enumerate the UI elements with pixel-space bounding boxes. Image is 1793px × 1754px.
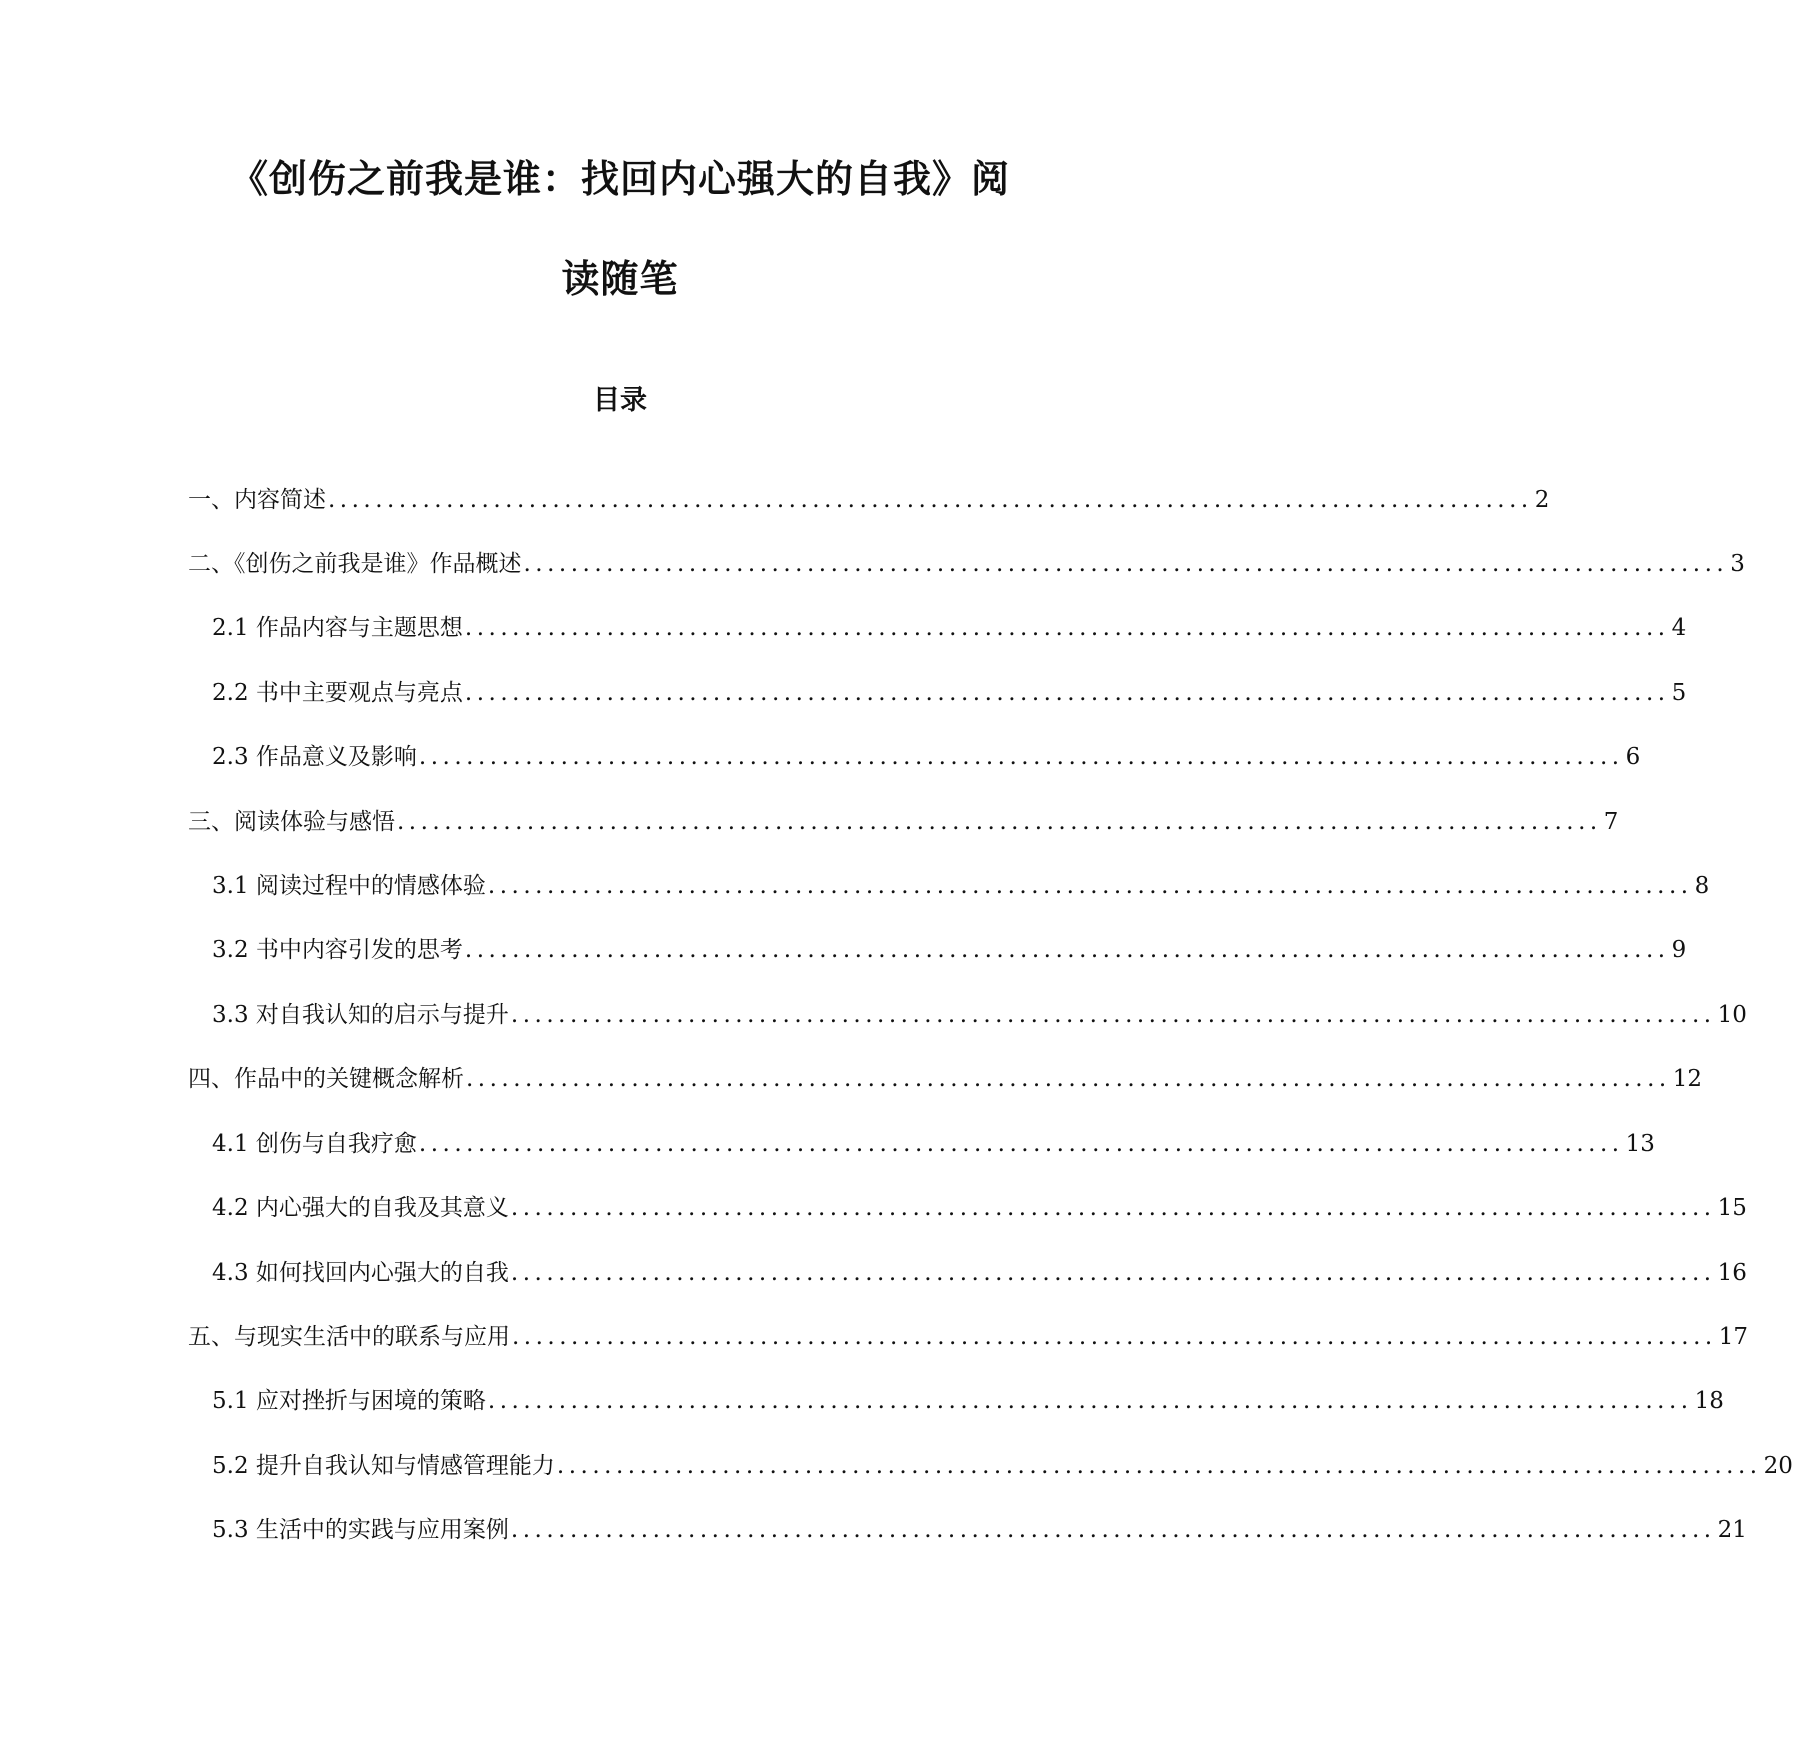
toc-entry-page: 16 (1717, 1260, 1747, 1286)
toc-leader-dots: ...................................................................................................... (418, 1131, 1624, 1157)
toc-leader-dots: ...................................................................................................... (464, 615, 1670, 641)
toc-entry-text: 一、内容简述 (188, 487, 326, 513)
toc-entry-text: 4.3 如何找回内心强大的自我 (212, 1260, 509, 1286)
toc-leader-dots: ...................................................................................................... (510, 1517, 1716, 1543)
toc-entry-text: 4.1 创伤与自我疗愈 (212, 1131, 417, 1157)
toc-entry-text: 3.2 书中内容引发的思考 (212, 937, 463, 963)
toc-entry-page: 2 (1534, 487, 1550, 513)
toc-entry[interactable] (212, 1000, 1747, 1030)
toc-entry-page: 4 (1671, 615, 1687, 641)
toc-entry-page: 20 (1763, 1453, 1793, 1479)
toc-leader-dots: ...................................................................................................... (512, 1324, 1717, 1350)
toc-entry[interactable] (212, 678, 1687, 708)
toc-entry-page: 6 (1625, 744, 1641, 770)
toc-entry-page: 15 (1717, 1195, 1747, 1221)
toc-entry-text: 4.2 内心强大的自我及其意义 (212, 1195, 509, 1221)
toc-entry[interactable] (212, 742, 1641, 772)
toc-entry[interactable] (212, 935, 1687, 965)
toc-leader-dots: ...................................................................................................... (523, 551, 1729, 577)
toc-entry-page: 3 (1730, 551, 1745, 577)
toc-entry[interactable] (188, 1064, 1703, 1094)
toc-leader-dots: ...................................................................................................... (397, 809, 1602, 835)
toc-leader-dots: ...................................................................................................... (510, 1260, 1716, 1286)
toc-entry[interactable] (212, 1515, 1747, 1545)
toc-entry-text: 5.1 应对挫折与困境的策略 (212, 1388, 486, 1414)
toc-entry[interactable] (188, 549, 1745, 579)
toc-entry-page: 13 (1625, 1131, 1655, 1157)
toc-entry-page: 10 (1717, 1002, 1747, 1028)
toc-entry-page: 7 (1603, 809, 1619, 835)
document-title-line-1: 《创伤之前我是谁：找回内心强大的自我》阅 (229, 156, 1010, 201)
toc-entry-text: 2.2 书中主要观点与亮点 (212, 680, 463, 706)
toc-leader-dots: ...................................................................................................... (510, 1195, 1716, 1221)
toc-entry-text: 2.3 作品意义及影响 (212, 744, 417, 770)
toc-entry-page: 17 (1718, 1324, 1749, 1350)
toc-entry[interactable] (212, 1193, 1747, 1223)
toc-leader-dots: ...................................................................................................... (466, 1066, 1671, 1092)
toc-entry-text: 二、《创伤之前我是谁》作品概述 (188, 551, 522, 577)
toc-entry-page: 12 (1672, 1066, 1703, 1092)
toc-entry-text: 五、与现实生活中的联系与应用 (188, 1324, 510, 1350)
toc-leader-dots: ...................................................................................................... (510, 1002, 1716, 1028)
toc-entry[interactable] (212, 1129, 1655, 1159)
toc-entry[interactable] (212, 1386, 1724, 1416)
toc-entry[interactable] (212, 1258, 1747, 1288)
toc-entry-text: 5.2 提升自我认知与情感管理能力 (212, 1453, 555, 1479)
toc-heading: 目录 (593, 385, 647, 416)
toc-leader-dots: ...................................................................................................... (487, 1388, 1693, 1414)
toc-leader-dots: ...................................................................................................... (418, 744, 1624, 770)
document-title-line-2: 读随笔 (561, 256, 679, 301)
toc-entry-text: 5.3 生活中的实践与应用案例 (212, 1517, 509, 1543)
toc-entry[interactable] (188, 807, 1619, 837)
toc-entry-text: 3.1 阅读过程中的情感体验 (212, 873, 486, 899)
toc-entry-text: 2.1 作品内容与主题思想 (212, 615, 463, 641)
toc-entry[interactable] (212, 1451, 1793, 1481)
toc-entry[interactable] (188, 1322, 1749, 1352)
toc-entry-text: 3.3 对自我认知的启示与提升 (212, 1002, 509, 1028)
toc-entry-text: 四、作品中的关键概念解析 (188, 1066, 464, 1092)
toc-entry-text: 三、阅读体验与感悟 (188, 809, 395, 835)
toc-leader-dots: ...................................................................................................... (464, 937, 1670, 963)
toc-entry[interactable] (212, 613, 1687, 643)
toc-entry[interactable] (212, 871, 1710, 901)
toc-entry-page: 9 (1671, 937, 1687, 963)
toc-entry-page: 18 (1694, 1388, 1724, 1414)
toc-leader-dots: ...................................................................................................... (464, 680, 1670, 706)
toc-entry[interactable] (188, 485, 1550, 515)
toc-leader-dots: ...................................................................................................... (556, 1453, 1762, 1479)
toc-leader-dots: ...................................................................................................... (487, 873, 1693, 899)
toc-entry-page: 8 (1694, 873, 1710, 899)
toc-entry-page: 5 (1671, 680, 1687, 706)
toc-entry-page: 21 (1717, 1517, 1747, 1543)
toc-leader-dots: ...................................................................................................... (328, 487, 1533, 513)
